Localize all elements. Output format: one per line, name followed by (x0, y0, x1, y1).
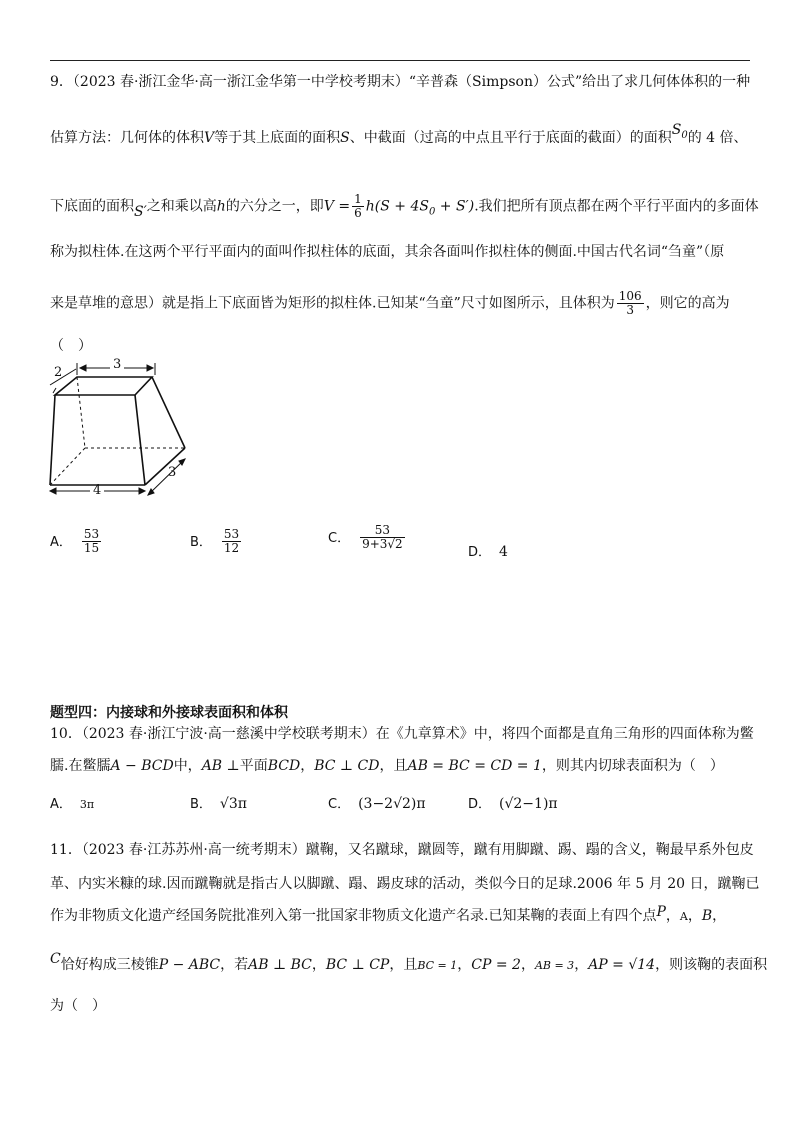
q11-line5: 为（ ） (50, 998, 106, 1014)
q10-option-d[interactable]: D． (√2−1)π (468, 796, 558, 812)
q10-option-c[interactable]: C． (3−2√2)π (328, 796, 426, 812)
q10-option-a[interactable]: A． 3π (50, 797, 95, 812)
header-rule (50, 60, 750, 61)
dim-bottom-width: 3 (168, 465, 177, 480)
formula-fraction: $\frac{1}{6}$ (354, 192, 362, 220)
q11-line1: 11．（2023 春·江苏苏州·高一统考期末）蹴鞠，又名蹴球，蹴圆等，蹴有用脚蹴、踢、蹋的含义，鞠最早系外包皮 (50, 842, 754, 858)
q9-line3: 下底面的面积S′之和乘以高h的六分之一，即V = $\frac{1}{6}$ $h(S + 4S_0 + S')$.我们把所有顶点都在两个平行平面内的多面体 (50, 192, 759, 220)
q9-option-d[interactable]: D． 4 (468, 544, 508, 560)
q9-line5: 来是草堆的意思）就是指上下底面皆为矩形的拟柱体.已知某“刍童”尺寸如图所示，且体积为 $\frac{106}{3}$ ，则它的高为 (50, 289, 730, 317)
q10-line2: 臑.在鳖臑A − BCD中，AB ⊥平面BCD，BC ⊥ CD，且AB = BC = CD = 1，则其内切球表面积为（ ） (50, 758, 724, 774)
section-title: 题型四：内接球和外接球表面积和体积 (50, 705, 288, 721)
q11-line4: C恰好构成三棱锥P − ABC，若AB ⊥ BC，BC ⊥ CP，且BC = 1，CP = 2，AB = 3，AP = √14，则该鞠的表面积 (50, 951, 768, 973)
q10-option-b[interactable]: B． √3π (190, 796, 247, 812)
q9-line4: 称为拟柱体.在这两个平行平面内的面叫作拟柱体的底面，其余各面叫作拟柱体的侧面.中国古代名词“刍童”（原 (50, 244, 725, 260)
q11-line3: 作为非物质文化遗产经国务院批准列入第一批国家非物质文化遗产名录.已知某鞠的表面上有四个点P，A，B， (50, 904, 727, 924)
volume-fraction: $\frac{106}{3}$ (618, 289, 642, 317)
q9-option-c[interactable]: C． $\frac{53}{9+3√2}$ (328, 523, 403, 551)
dim-top-length: 3 (113, 357, 122, 372)
q9-answer-paren: （ ） (50, 338, 92, 354)
q9-line2: 估算方法：几何体的体积V等于其上底面的面积S、中截面（过高的中点且平行于底面的截面）的面积$S_0$的 4 倍、 (50, 122, 748, 146)
dim-top-width: 2 (54, 365, 63, 380)
q9-option-b[interactable]: B． $\frac{53}{12}$ (190, 527, 240, 555)
q9-option-a[interactable]: A． $\frac{53}{15}$ (50, 527, 100, 555)
chutong-diagram (40, 355, 200, 505)
q9-line1: 9．（2023 春·浙江金华·高一浙江金华第一中学校考期末）“辛普森（Simpson）公式”给出了求几何体体积的一种 (50, 74, 751, 90)
q10-line1: 10．（2023 春·浙江宁波·高一慈溪中学校联考期末）在《九章算术》中，将四个面都是直角三角形的四面体称为鳖 (50, 726, 754, 742)
q11-line2: 革、内实米糠的球.因而蹴鞠就是指古人以脚蹴、蹋、踢皮球的活动，类似今日的足球.2006 年 5 月 20 日，蹴鞠已 (50, 876, 760, 892)
dim-bottom-length: 4 (93, 483, 102, 498)
chutong-figure (40, 355, 200, 509)
